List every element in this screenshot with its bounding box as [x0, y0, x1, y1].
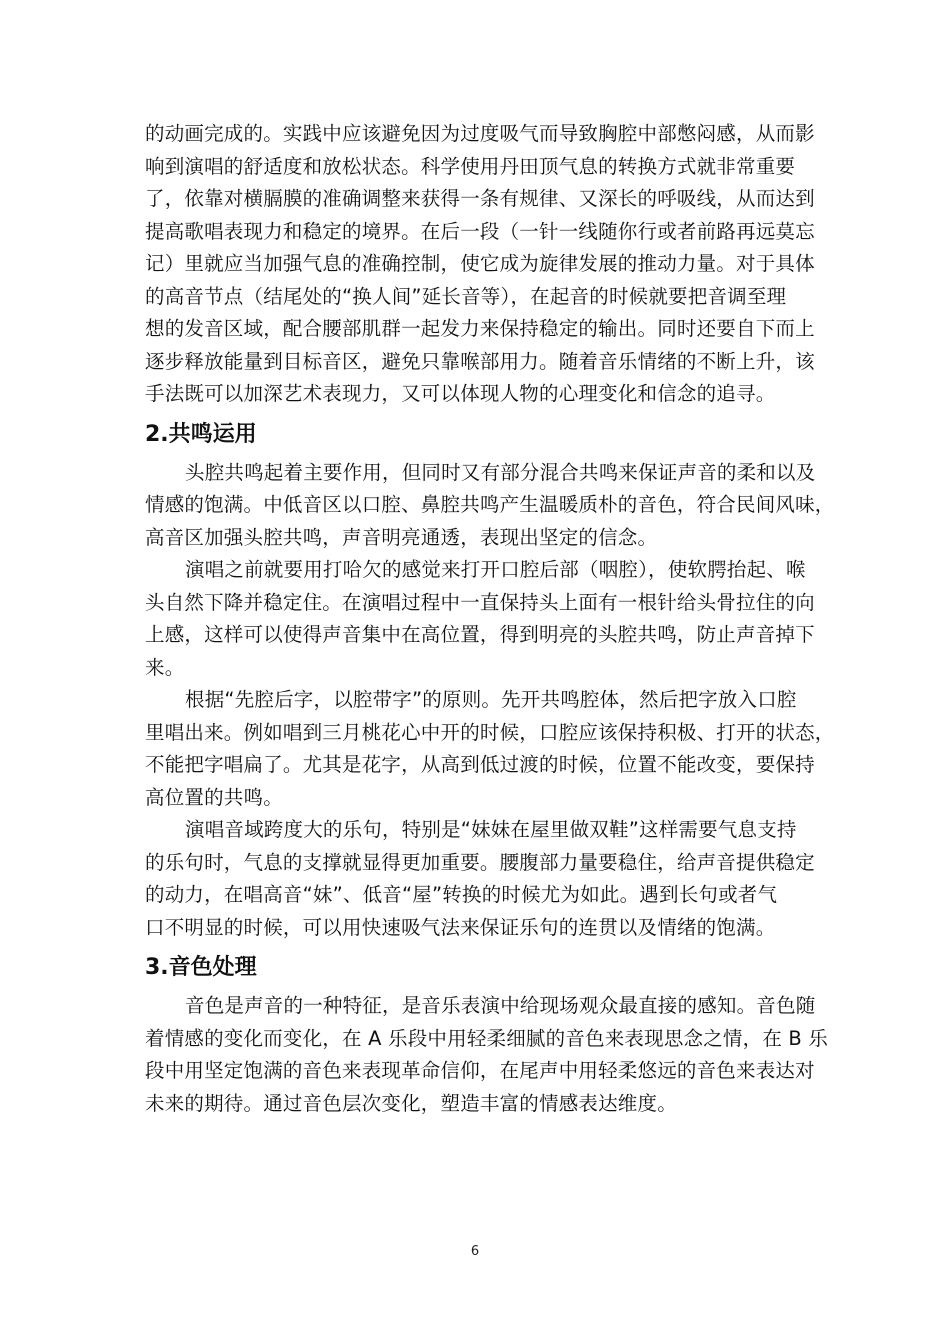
text-line: 手法既可以加深艺术表现力，又可以体现人物的心理变化和信念的追寻。 [145, 382, 776, 405]
text-line: 音色是声音的一种特征，是音乐表演中给现场观众最直接的感知。音色随 [185, 994, 816, 1017]
text-line: 了，依靠对横膈膜的准确调整来获得一条有规律、又深长的呼吸线，从而达到 [145, 187, 815, 210]
text-line: 提高歌唱表现力和稳定的境界。在后一段（一针一线随你行或者前路再远莫忘 [145, 219, 815, 243]
text-line: 逐步释放能量到目标音区，避免只靠喉部用力。随着音乐情绪的不断上升，该 [145, 349, 815, 373]
text-line: 演唱音域跨度大的乐句，特别是“妹妹在屋里做双鞋”这样需要气息支持 [185, 818, 797, 841]
page-body [145, 118, 835, 1120]
text-line: 段中用坚定饱满的音色来表现革命信仰，在尾声中用轻柔悠远的音色来表达对 [145, 1059, 815, 1082]
text-line: 想的发音区域，配合腰部肌群一起发力来保持稳定的输出。同时还要自下而上 [145, 317, 815, 340]
text-line: 记）里就应当加强气息的准确控制，使它成为旋律发展的推动力量。对于具体 [145, 252, 815, 275]
text-line: 高位置的共鸣。 [145, 785, 283, 809]
section-heading: 2.共鸣运用 [145, 421, 257, 447]
text-line: 的动画完成的。实践中应该避免因为过度吸气而导致胸腔中部憋闷感，从而影 [145, 122, 815, 145]
text-line: 的高音节点（结尾处的“换人间”延长音等），在起音的时候就要把音调至理 [145, 284, 787, 308]
text-line: 的乐句时，气息的支撑就显得更加重要。腰腹部力量要稳住，给声音提供稳定 [145, 850, 815, 874]
text-line: 响到演唱的舒适度和放松状态。科学使用丹田顶气息的转换方式就非常重要 [145, 154, 796, 178]
text-line: 根据“先腔后字，以腔带字”的原则。先开共鸣腔体，然后把字放入口腔 [185, 688, 797, 711]
text-line: 里唱出来。例如唱到三月桃花心中开的时候，口腔应该保持积极、打开的状态， [145, 720, 835, 744]
page-number: 6 [470, 1244, 480, 1259]
text-line: 不能把字唱扁了。尤其是花字，从高到低过渡的时候，位置不能改变，要保持 [145, 753, 815, 776]
text-line: 情感的饱满。中低音区以口腔、鼻腔共鸣产生温暖质朴的音色，符合民间风味， [145, 493, 835, 516]
section-heading: 3.音色处理 [145, 955, 257, 980]
text-line: 头腔共鸣起着主要作用，但同时又有部分混合共鸣来保证声音的柔和以及 [185, 460, 816, 484]
text-line: 高音区加强头腔共鸣，声音明亮通透，表现出坚定的信念。 [145, 525, 658, 549]
text-line: 头自然下降并稳定住。在演唱过程中一直保持头上面有一根针给头骨拉住的向 [145, 590, 815, 614]
text-line: 未来的期待。通过音色层次变化，塑造丰富的情感表达维度。 [145, 1091, 677, 1115]
text-line: 上感，这样可以使得声音集中在高位置，得到明亮的头腔共鸣，防止声音掉下 [145, 623, 815, 646]
text-line: 口不明显的时候，可以用快速吸气法来保证乐句的连贯以及情绪的饱满。 [145, 915, 776, 939]
text-line: 来。 [145, 655, 185, 679]
text-line: 演唱之前就要用打哈欠的感觉来打开口腔后部（咽腔），使软腭抬起、喉 [185, 558, 806, 581]
text-line: 着情感的变化而变化，在 A 乐段中用轻柔细腻的音色来表现思念之情，在 B 乐 [145, 1026, 829, 1050]
text-line: 的动力，在唱高音“妹”、低音“屋”转换的时候尤为如此。遇到长句或者气 [145, 883, 778, 906]
